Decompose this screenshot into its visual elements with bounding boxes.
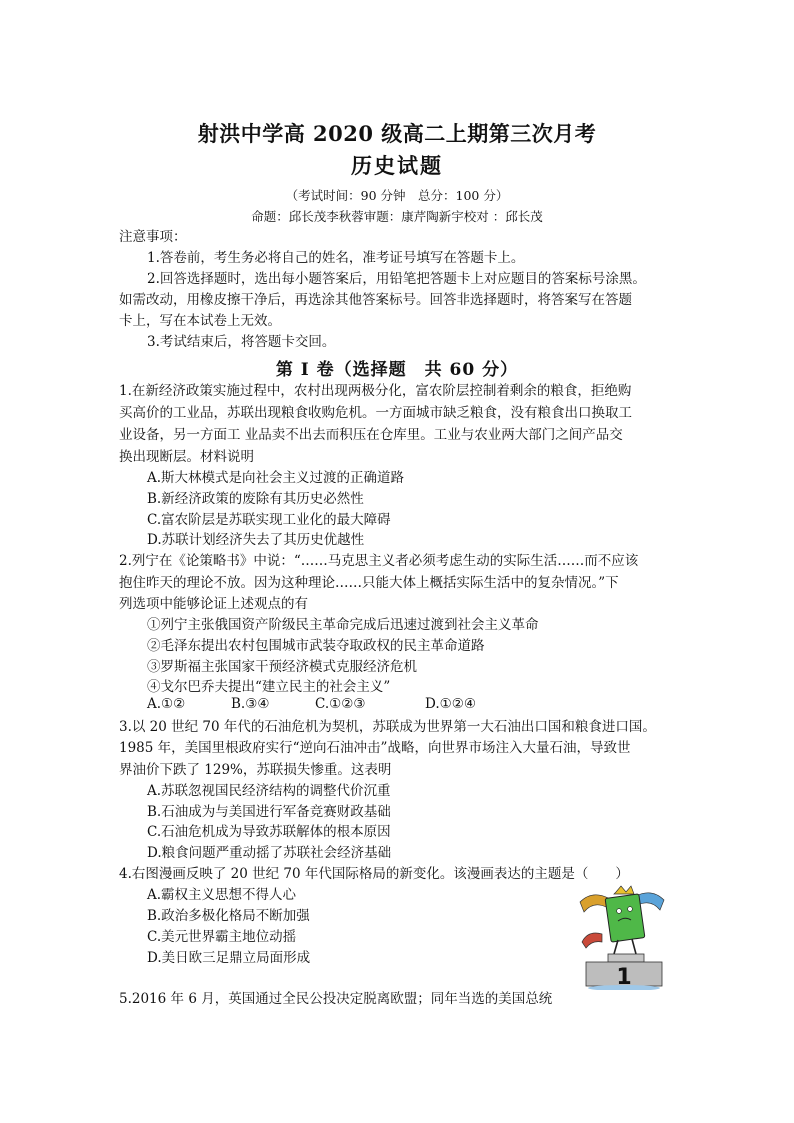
- q2-line-2: 抱住昨天的理论不放。因为这种理论……只能大体上概括实际生活中的复杂情况。”下: [119, 575, 619, 591]
- q1-option-c: C.富农阶层是苏联实现工业化的最大障碍: [147, 512, 391, 528]
- q2-option-a: A.①②: [147, 696, 186, 712]
- q3-line-1: 3.以 20 世纪 70 年代的石油危机为契机，苏联成为世界第一大石油出口国和粮食进口国。: [119, 719, 656, 735]
- q2-statement-3: ③罗斯福主张国家干预经济模式克服经济危机: [147, 659, 417, 675]
- q2-option-c: C.①②③: [315, 696, 366, 712]
- q5-line-1: 5.2016 年 6 月，英国通过全民公投决定脱离欧盟；同年当选的美国总统: [119, 991, 553, 1007]
- q2-statement-2: ②毛泽东提出农村包围城市武装夺取政权的民主革命道路: [147, 638, 485, 654]
- q1-line-3: 业设备，另一方面工 业品卖不出去而积压在仓库里。工业与农业两大部门之间产品交: [119, 427, 623, 443]
- q4-option-d: D.美日欧三足鼎立局面形成: [147, 950, 311, 966]
- q2-statement-4: ④戈尔巴乔夫提出“建立民主的社会主义”: [147, 679, 391, 695]
- exam-authors: 命题：邱长茂李秋蓉审题：康芹陶新宇校对 ：邱长茂: [251, 209, 543, 224]
- q2-statement-1: ①列宁主张俄国资产阶级民主革命完成后迅速过渡到社会主义革命: [147, 617, 539, 633]
- q3-option-d: D.粮食问题严重动摇了苏联社会经济基础: [147, 845, 392, 861]
- cartoon-podium-number: 1: [616, 965, 632, 990]
- cartoon-eye-left: [617, 909, 622, 914]
- notice-item-1: 1.答卷前，考生务必将自己的姓名，准考证号填写在答题卡上。: [147, 250, 525, 266]
- notice-item-2-line-2: 如需改动，用橡皮擦干净后，再选涂其他答案标号。回答非选择题时，将答案写在答题: [119, 292, 632, 308]
- cartoon-podium-top: [608, 954, 644, 962]
- q1-option-a: A.斯大林模式是向社会主义过渡的正确道路: [147, 470, 405, 486]
- q1-option-d: D.苏联计划经济失去了其历史优越性: [147, 532, 365, 548]
- q3-option-c: C.石油危机成为导致苏联解体的根本原因: [147, 824, 391, 840]
- q3-line-3: 界油价下跌了 129%，苏联损失惨重。这表明: [119, 762, 392, 778]
- notice-heading: 注意事项：: [119, 229, 187, 245]
- q1-option-b: B.新经济政策的废除有其历史必然性: [147, 491, 364, 507]
- q4-option-c: C.美元世界霸主地位动摇: [147, 929, 297, 945]
- q3-option-a: A.苏联忽视国民经济结构的调整代价沉重: [147, 783, 391, 799]
- exam-title: 射洪中学高 2020 级高二上期第三次月考: [197, 121, 597, 146]
- q2-line-1: 2.列宁在《论策略书》中说：“……马克思主义者必须考虑生动的实际生活……而不应该: [119, 553, 639, 569]
- q1-line-1: 1.在新经济政策实施过程中，农村出现两极分化，富农阶层控制着剩余的粮食，拒绝购: [119, 383, 632, 399]
- cartoon-image: [578, 884, 666, 990]
- q2-options: [147, 694, 476, 714]
- notice-item-2-line-1: 2.回答选择题时，选出每小题答案后，用铅笔把答题卡上对应题目的答案标号涂黑。: [147, 271, 646, 287]
- notice-item-2-line-3: 卡上，写在本试卷上无效。: [119, 313, 281, 329]
- q4-option-a: A.霸权主义思想不得人心: [147, 887, 297, 903]
- exam-subtitle: 历史试题: [351, 153, 443, 178]
- exam-info: （考试时间：90 分钟 总分：100 分）: [285, 188, 509, 203]
- notice-item-3: 3.考试结束后，将答题卡交回。: [147, 334, 336, 350]
- q1-line-4: 换出现断层。材料说明: [119, 449, 254, 465]
- cartoon-eye-right: [628, 907, 633, 912]
- q2-option-d: D.①②④: [425, 696, 476, 712]
- q2-line-3: 列选项中能够论证上述观点的有: [119, 596, 308, 612]
- q3-line-2: 1985 年，美国里根政府实行“逆向石油冲击”战略，向世界市场注入大量石油，导致世: [119, 740, 631, 756]
- q2-option-b: B.③④: [231, 696, 270, 712]
- q4-option-b: B.政治多极化格局不断加强: [147, 908, 310, 924]
- q1-line-2: 买高价的工业品，苏联出现粮食收购危机。一方面城市缺乏粮食，没有粮食出口换取工: [119, 405, 632, 421]
- section-title: 第 I 卷（选择题 共 60 分）: [275, 360, 519, 380]
- q4-line-1: 4.右图漫画反映了 20 世纪 70 年代国际格局的新变化。该漫画表达的主题是（ ）: [119, 866, 629, 882]
- q3-option-b: B.石油成为与美国进行军备竞赛财政基础: [147, 804, 391, 820]
